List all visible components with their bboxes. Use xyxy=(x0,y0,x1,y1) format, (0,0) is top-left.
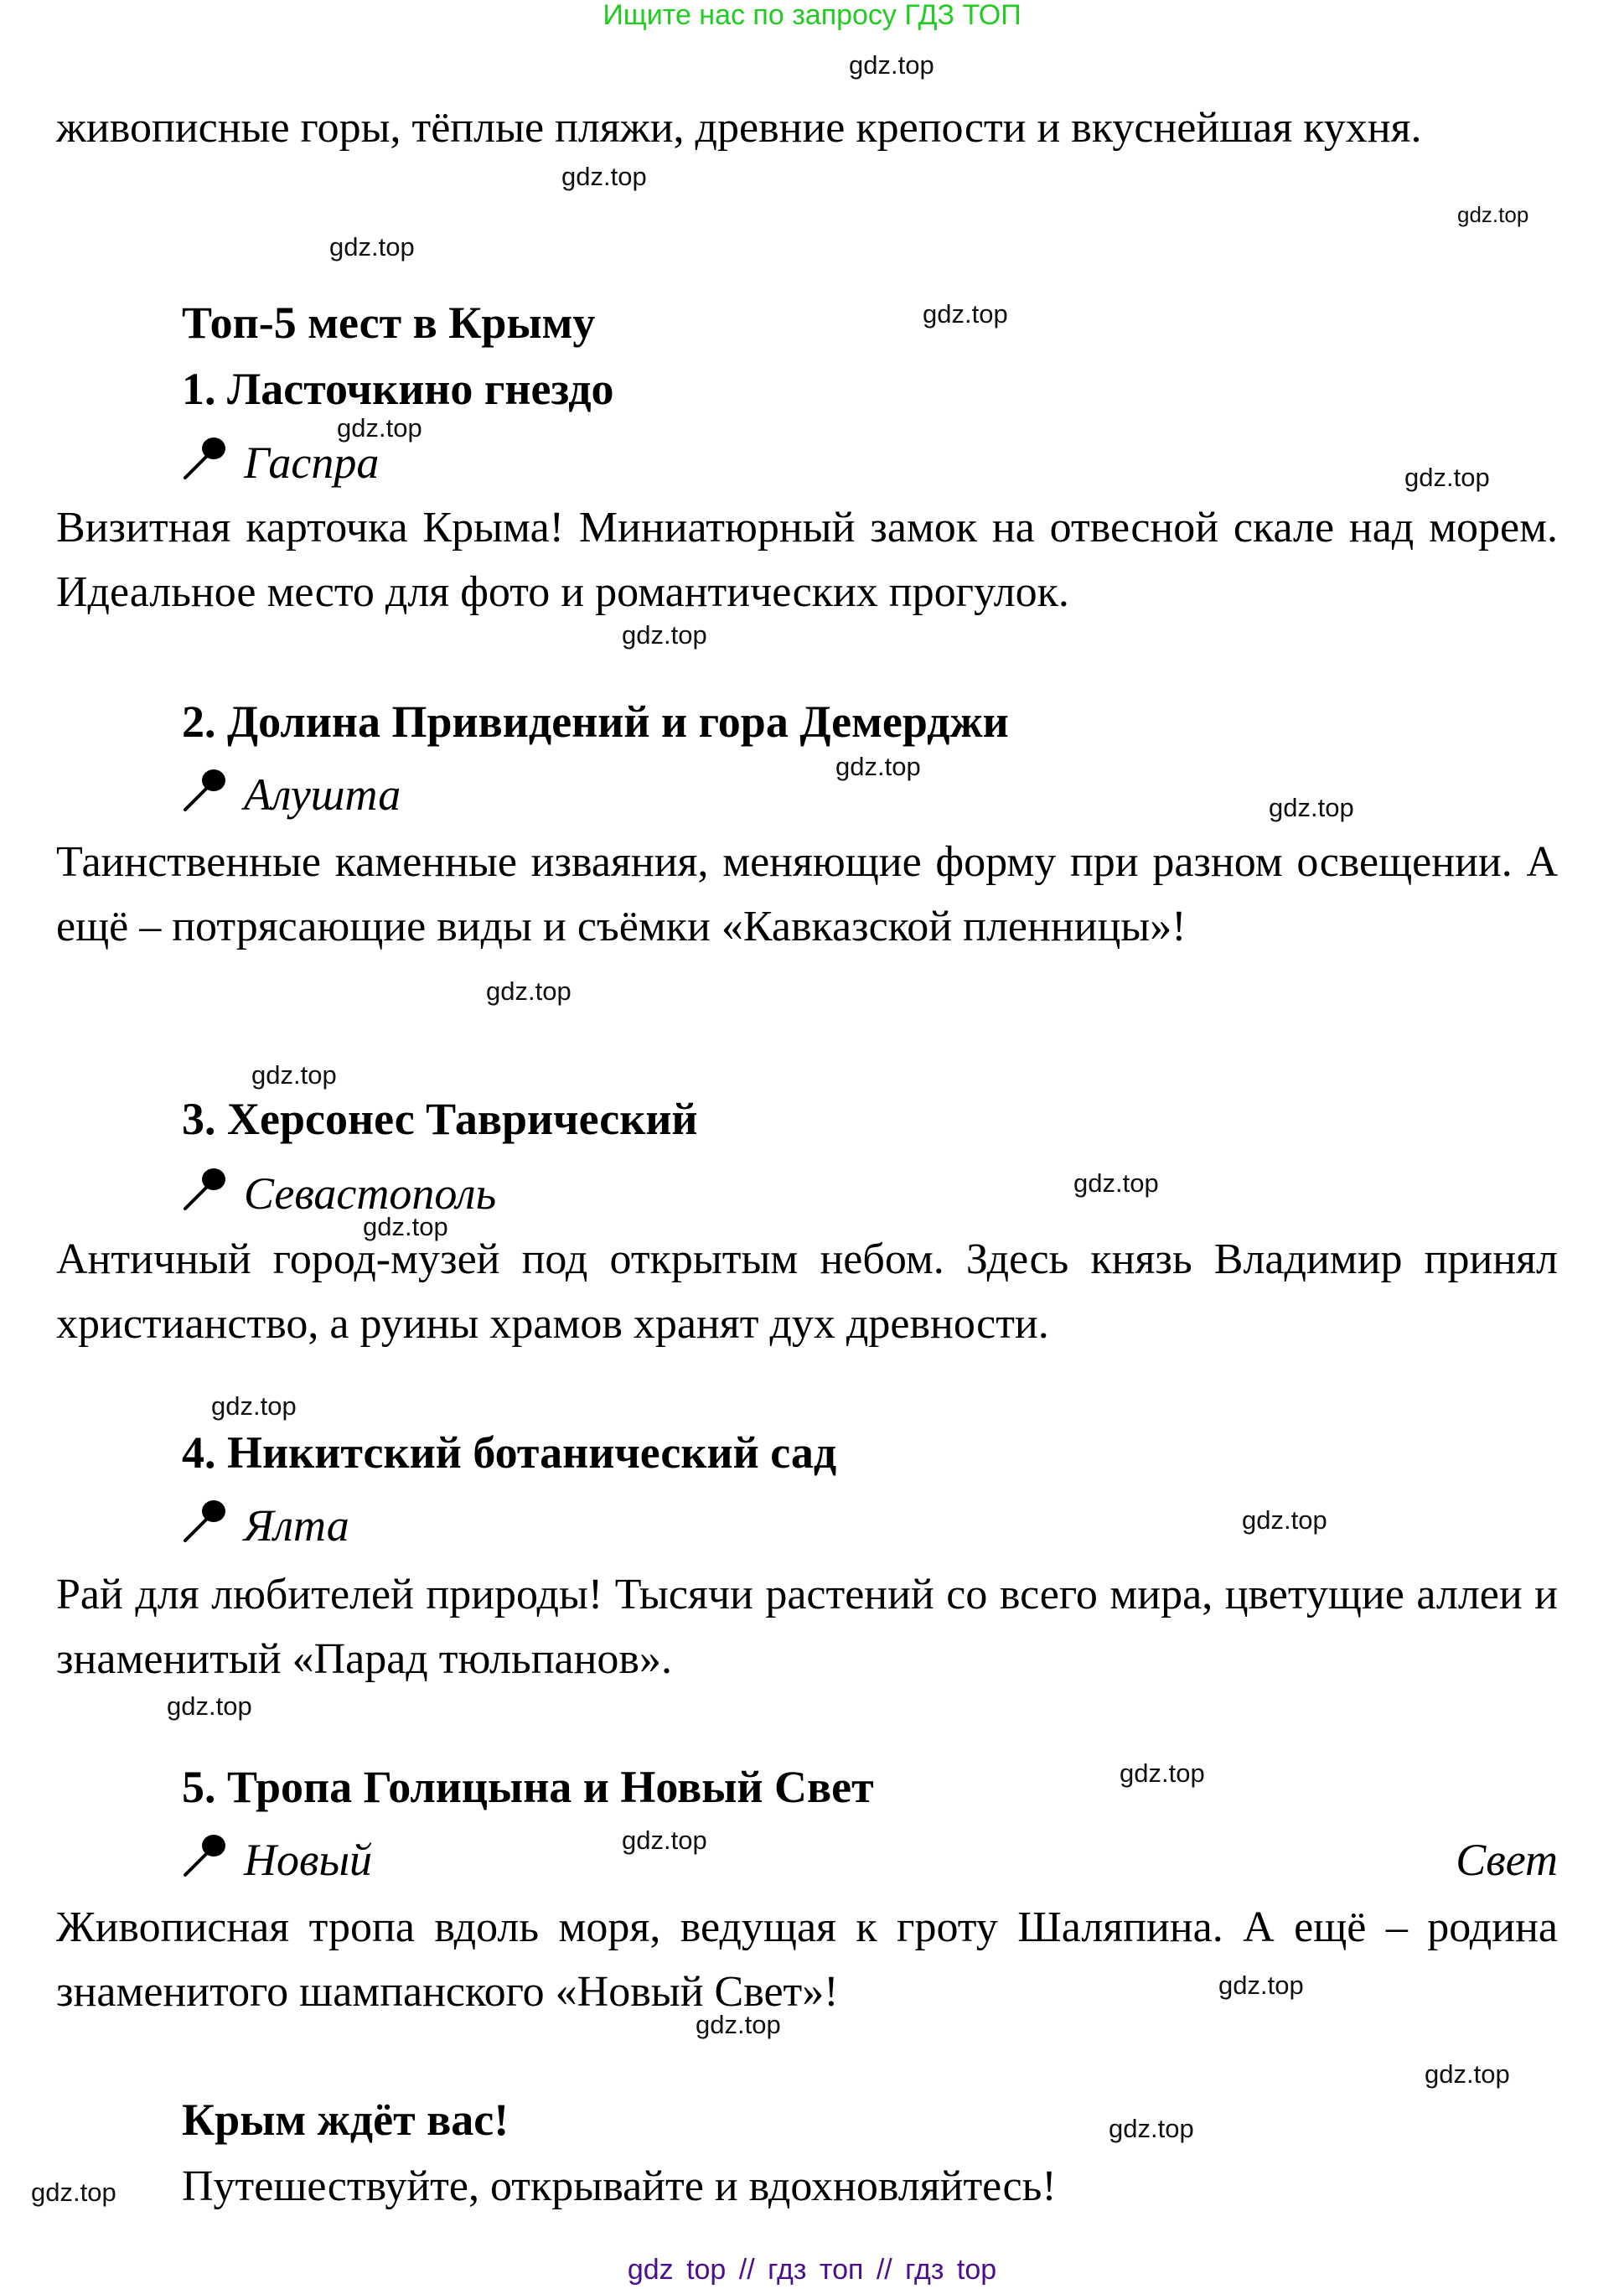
location-name: Гаспра xyxy=(244,438,380,488)
watermark: gdz.top xyxy=(835,752,921,781)
location-name: Ялта xyxy=(244,1500,349,1551)
watermark: gdz.top xyxy=(1457,202,1529,227)
location-pin-icon xyxy=(182,766,244,823)
watermark: gdz.top xyxy=(363,1212,448,1241)
place-location xyxy=(182,1497,1558,1554)
search-hint-banner: Ищите нас по запросу ГДЗ ТОП xyxy=(603,0,1021,31)
watermark: gdz.top xyxy=(1242,1505,1327,1535)
watermark: gdz.top xyxy=(211,1391,297,1421)
watermark: gdz.top xyxy=(1073,1168,1159,1198)
watermark: gdz.top xyxy=(1120,1758,1205,1788)
watermark: gdz.top xyxy=(167,1691,252,1721)
intro-paragraph: живописные горы, тёплые пляжи, древние крепости и вкуснейшая кухня. xyxy=(56,104,1422,152)
watermark: gdz.top xyxy=(1218,1971,1304,2000)
watermark: gdz.top xyxy=(1109,2114,1194,2143)
watermark: gdz.top xyxy=(849,50,934,80)
watermark: gdz.top xyxy=(1269,793,1354,822)
watermark: gdz.top xyxy=(923,299,1008,329)
place-heading: 3. Херсонес Таврический xyxy=(182,1094,698,1144)
watermark: gdz.top xyxy=(1404,463,1490,492)
place-description: Визитная карточка Крыма! Миниатюрный замок на отвесной скале над морем. Идеальное место для фото и романтических прогулок. xyxy=(56,504,1558,616)
watermark: gdz.top xyxy=(561,162,647,191)
place-heading: 4. Никитский ботанический сад xyxy=(182,1427,837,1478)
watermark: gdz.top xyxy=(329,232,415,262)
place-description: Античный город-музей под открытым небом. Здесь князь Владимир принял христианство, а руины храмов хранят дух древности. xyxy=(56,1235,1558,1348)
location-pin-icon xyxy=(182,1831,244,1888)
place-heading: 1. Ласточкино гнездо xyxy=(182,364,614,414)
place-description: Рай для любителей природы! Тысячи растений со всего мира, цветущие аллеи и знаменитый «Парад тюльпанов». xyxy=(56,1571,1558,1683)
location-pin-icon xyxy=(182,434,244,491)
location-name: Севастополь xyxy=(244,1168,497,1219)
location-name-continued: Свет xyxy=(1456,1835,1558,1885)
location-pin-icon xyxy=(182,1497,244,1554)
watermark: gdz.top xyxy=(1425,2059,1510,2089)
place-heading: 5. Тропа Голицына и Новый Свет xyxy=(182,1762,874,1812)
place-description: Живописная тропа вдоль моря, ведущая к гроту Шаляпина. А ещё – родина знаменитого шампанского «Новый Свет»! xyxy=(56,1903,1558,2016)
place-heading: 2. Долина Привидений и гора Демерджи xyxy=(182,697,1009,747)
place-location xyxy=(182,1831,1558,1888)
watermark: gdz.top xyxy=(622,1826,707,1855)
watermark: gdz.top xyxy=(696,2010,781,2039)
location-name: Алушта xyxy=(244,769,401,820)
watermark: gdz.top xyxy=(31,2178,116,2207)
location-name: Новый xyxy=(244,1835,373,1885)
watermark: gdz.top xyxy=(622,620,707,650)
watermark: gdz.top xyxy=(251,1060,337,1090)
watermark: gdz.top xyxy=(486,976,572,1006)
footer-links[interactable]: gdz top // гдз топ // гдз top xyxy=(627,2254,997,2286)
place-description: Таинственные каменные изваяния, меняющие форму при разном освещении. А ещё – потрясающие виды и съёмки «Кавказской пленницы»! xyxy=(56,838,1558,950)
watermark: gdz.top xyxy=(337,413,422,443)
closing-title: Крым ждёт вас! xyxy=(182,2095,509,2145)
location-pin-icon xyxy=(182,1165,244,1222)
list-title: Топ-5 мест в Крыму xyxy=(182,298,596,348)
closing-text: Путешествуйте, открывайте и вдохновляйтесь! xyxy=(182,2162,1057,2210)
